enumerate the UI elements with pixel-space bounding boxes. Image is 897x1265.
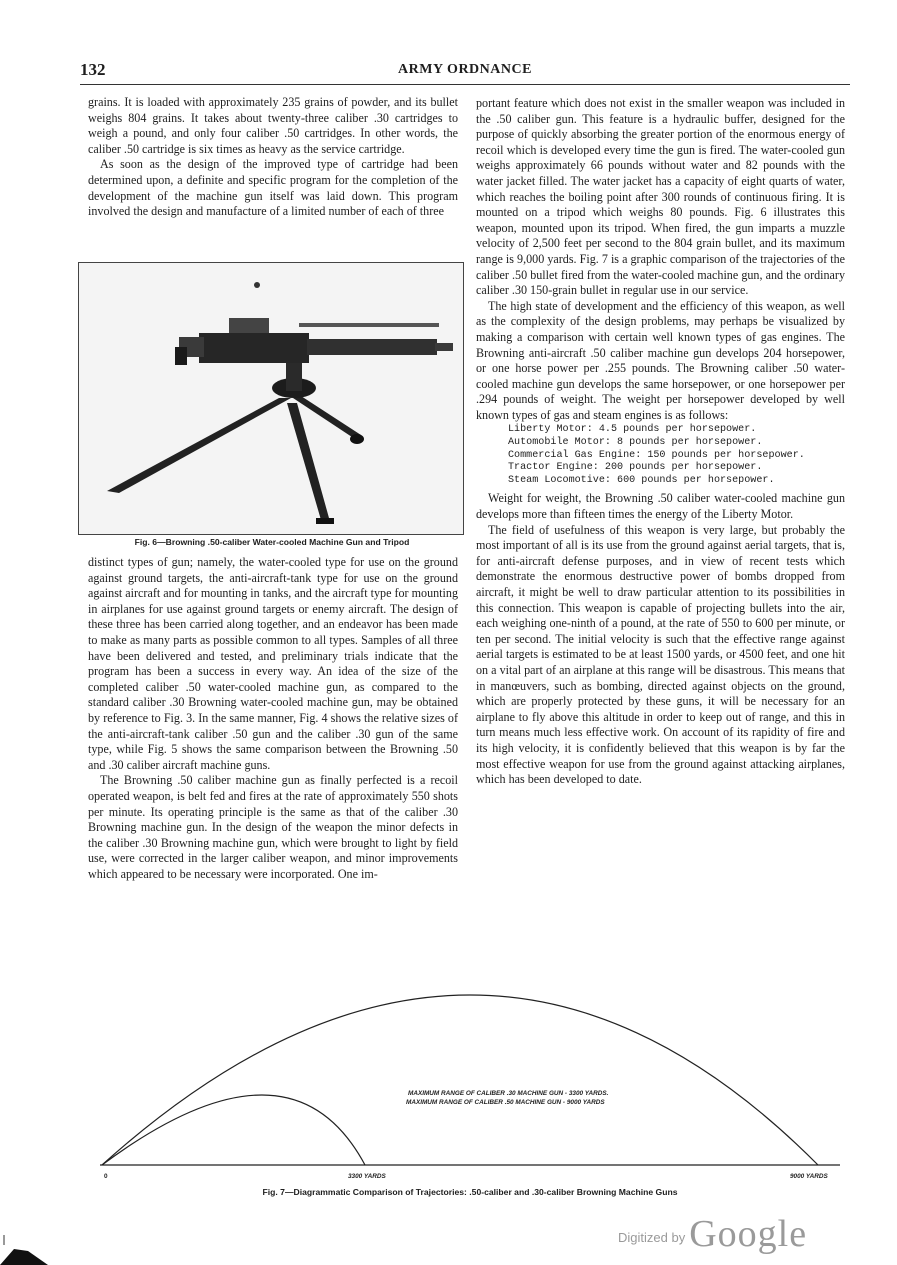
list-item: Commercial Gas Engine: 150 pounds per horsepower. [508, 449, 805, 461]
paragraph: grains. It is loaded with approximately 235 grains of powder, and its bullet weighs 804 grains. It takes about twenty-three caliber .30 cartridges to weigh a pound, and only four caliber .50 cartridges. In other words, the caliber .50 cartridge is six times as heavy as the service cartridge. [88, 95, 458, 156]
header-rule [80, 84, 850, 85]
list-item: Steam Locomotive: 600 pounds per horsepower. [508, 474, 775, 486]
paragraph: The high state of development and the efficiency of this weapon, as well as the complexity of the design problems, may perhaps be visualized by making a comparison with certain well known types of gas engines. The Browning anti-aircraft .50 caliber machine gun develops 204 horsepower, or one horse power per .255 pounds. The Browning caliber .50 water-cooled machine gun develops the same horsepower, or one horsepower per .294 pounds of weight. The weight per horsepower developed by well known types of gas and steam engines is as follows: [476, 298, 845, 422]
machine-gun-illustration [79, 263, 463, 534]
left-column-top [88, 95, 458, 220]
engine-weight-list [508, 424, 845, 487]
paragraph: distinct types of gun; namely, the water-cooled type for use on the ground against ground targets, the anti-aircraft-tank type for use on the ground against aircraft and for mounting in tanks, and the aircraft type for mounting in airplanes for use against ground targets or enemy aircraft. The design of these three has been carried along together, and an endeavor has been made to make as many parts as possible common to all types. Samples of all three have been delivered and tested, and preliminary trials indicate that the program has been a success in every way. An idea of the size of the completed caliber .50 water-cooled machine gun, as compared to the standard caliber .30 Browning water-cooled machine gun, may be obtained by reference to Fig. 3. In the same manner, Fig. 4 shows the relative sizes of the anti-aircraft-tank caliber .50 gun and the caliber .30 gun of the same type, while Fig. 5 shows the same comparison between the Browning .50 and .30 caliber aircraft machine guns. [88, 555, 458, 772]
paragraph: The Browning .50 caliber machine gun as finally perfected is a recoil operated weapon, is belt fed and fires at the rate of approximately 550 shots per minute. Its operating principle is the same as that of the caliber .30 Browning machine gun. In the design of the weapon the minor defects in the caliber .30 Browning machine gun, which were brought to light by field use, were corrected in the larger caliber weapon, and minor improvements which appeared to be necessary were incorporated. One im- [88, 773, 458, 881]
list-item: Tractor Engine: 200 pounds per horsepower. [508, 462, 763, 474]
axis-label-3300: 3300 YARDS [348, 1173, 386, 1180]
paragraph: Weight for weight, the Browning .50 caliber water-cooled machine gun develops more than fifteen times the energy of the Liberty Motor. [476, 491, 845, 522]
figure-6-photo [78, 262, 464, 535]
watermark-prefix: Digitized by [618, 1230, 686, 1245]
paragraph: As soon as the design of the improved type of cartridge had been determined upon, a definite and specific program for the completion of the development of the machine gun itself was laid down. This program involved the design and manufacture of a limited number of each of three [88, 157, 458, 219]
legend-50-caliber: MAXIMUM RANGE OF CALIBER .50 MACHINE GUN - 9000 YARDS [406, 1099, 605, 1106]
google-logo: Google [689, 1213, 808, 1255]
trajectory-50-caliber [102, 995, 818, 1165]
right-column [476, 96, 845, 788]
axis-label-9000: 9000 YARDS [790, 1173, 828, 1180]
list-item: Automobile Motor: 8 pounds per horsepower. [508, 437, 763, 449]
figure-6-caption: Fig. 6—Browning .50-caliber Water-cooled Machine Gun and Tripod [134, 537, 410, 547]
left-column-bottom [88, 555, 458, 882]
page-number: 132 [80, 60, 106, 79]
trajectory-30-caliber [102, 1095, 365, 1165]
page-corner-mark [0, 1235, 50, 1265]
trajectory-diagram [90, 975, 850, 1185]
figure-7-caption: Fig. 7—Diagrammatic Comparison of Trajectories: .50-caliber and .30-caliber Browning Machine Guns [262, 1187, 678, 1197]
paragraph: portant feature which does not exist in the smaller weapon was included in the .50 caliber gun. This feature is a hydraulic buffer, designed for the purpose of quickly absorbing the greater portion of the enormous energy of recoil which is developed every time the gun is fired. The water-cooled gun weighs approximately 66 pounds without water and 82 pounds with the water jacket filled. The water jacket has a capacity of eight quarts of water, which reaches the boiling point after 300 rounds of continuous firing. It is mounted on a tripod which weighs 80 pounds. Fig. 6 illustrates this weapon, mounted upon its tripod. When fired, the gun imparts a muzzle velocity of 2,500 feet per second to the 804 grain bullet, and its maximum range is 9,000 yards. Fig. 7 is a graphic comparison of the trajectories of the caliber .50 bullet fired from the water-cooled machine gun, and the ordinary caliber .30 150-grain bullet in regular use in our service. [476, 96, 845, 298]
digitized-watermark [618, 1212, 807, 1256]
paragraph: The field of usefulness of this weapon is very large, but probably the most important of all is its use from the ground against aerial targets, that is, for anti-aircraft defense purposes, and in view of recent tests which demonstrate the enormous destructive power of bombs dropped from aircraft, it might be well to draw particular attention to its possibilities in this connection. This weapon is capable of projecting bullets into the air, each weighing one-ninth of a pound, at the rate of 550 to 600 per minute, or ten per second. The initial velocity is such that the effective range against aerial targets is estimated to be at least 1500 yards, or 4500 feet, and one hit on a vital part of an airplane at this range will be disastrous. This means that in manœuvers, such as bombing, directed against objects on the ground, which are properly protected by these guns, it will be necessary for an airplane to fly above this altitude in order to keep out of range, and this in turn means much less effective work. On account of its rapidity of fire and its high velocity, it is confidently believed that this weapon is by far the most effective weapon for use from the ground against attacking airplanes, which has been developed to date. [476, 522, 845, 787]
legend-30-caliber: MAXIMUM RANGE OF CALIBER .30 MACHINE GUN - 3300 YARDS. [408, 1090, 609, 1097]
list-item: Liberty Motor: 4.5 pounds per horsepower. [508, 424, 757, 436]
axis-label-origin: 0 [104, 1173, 108, 1180]
running-head: ARMY ORDNANCE [398, 62, 532, 77]
page-header [80, 60, 850, 84]
